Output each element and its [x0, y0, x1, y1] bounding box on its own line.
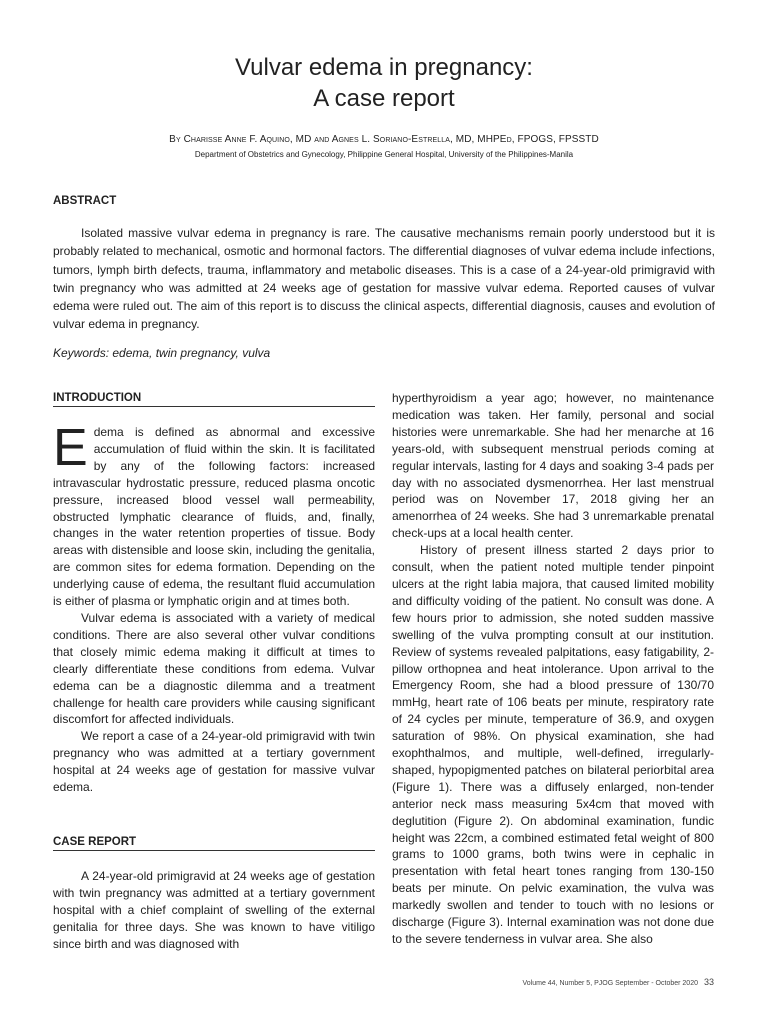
right-column: [392, 390, 714, 948]
intro-paragraph-3: We report a case of a 24-year-old primigravid with twin pregnancy who was admitted at a tertiary government hospital at 24 weeks age of gestation for massive vulvar edema.: [53, 729, 375, 795]
case-report-column: [53, 868, 375, 953]
keywords: Keywords: edema, twin pregnancy, vulva: [53, 346, 271, 360]
drop-cap: E: [53, 419, 88, 477]
article-title: [0, 52, 768, 114]
left-column: [53, 419, 375, 796]
authors: By Charisse Anne F. Aquino, MD and Agnes L. Soriano-Estrella, MD, MHPEd, FPOGS, FPSSTD: [169, 134, 599, 145]
case-paragraph-1: A 24-year-old primigravid at 24 weeks age of gestation with twin pregnancy was admitted at a tertiary government hospital with a chief complaint of swelling of the external genitalia for three days. She was known to have vitiligo since birth and was diagnosed with: [53, 869, 375, 951]
title-line-2: A case report: [313, 85, 455, 112]
right-paragraph-2: History of present illness started 2 days prior to consult, when the patient noted multiple tender pinpoint ulcers at the right labia majora, that caused limited mobility and difficulty voiding of the patient. No consult was done. A few hours prior to admission, she noted sudden massive swelling of the vulva prompting consult at our institution. Review of systems revealed palpitations, easy fatigability, 2-pillow orthopnea and heat intolerance. Upon arrival to the Emergency Room, she had a blood pressure of 130/70 mmHg, heart rate of 106 beats per minute, respiratory rate of 24 cycles per minute, temperature of 36.9, and oxygen saturation of 98%. On physical examination, she had exophthalmos, and multiple, well-defined, irregularly-shaped, hypopigmented patches on bilateral periorbital area (Figure 1). There was a diffusely enlarged, non-tender anterior neck mass measuring 5x4cm that moved with deglutition (Figure 2). On abdominal examination, fundic height was 22cm, a combined estimated fetal weight of 800 grams to 1000 grams, both twins were in cephalic in presentation with fetal heart tones ranging from 130-150 beats per minute. On pelvic examination, the vulva was markedly swollen and tender to touch with no lesions or discharge (Figure 3). Internal examination was not done due to the severe tenderness in vulvar area. She also: [392, 543, 714, 946]
case-report-heading: CASE REPORT: [53, 836, 375, 851]
introduction-heading: INTRODUCTION: [53, 392, 375, 407]
intro-paragraph-1-text: dema is defined as abnormal and excessive accumulation of fluid within the skin. It is facilitated by any of the following factors: increased intravascular hydrostatic pressure, reduced plasma oncotic pressure, increased blood vessel wall permeability, obstructed lymphatic clearance of fluids, and, finally, changes in the water retention properties of tissue. Body areas with distensible and loose skin, including the genitalia, are common sites for edema formation. Depending on the underlying cause of edema, the resultant fluid accumulation is either of plasma or lymphatic origin and at times both.: [53, 425, 375, 609]
intro-paragraph-1: [53, 419, 375, 610]
title-line-1: Vulvar edema in pregnancy:: [235, 54, 533, 81]
page-footer: [523, 977, 715, 987]
abstract-text: Isolated massive vulvar edema in pregnancy is rare. The causative mechanisms remain poorly understood but it is probably related to mechanical, osmotic and hormonal factors. The differential diagnoses of vulvar edema include infections, tumors, lymph birth defects, trauma, inflammatory and metabolic diseases. This is a case of a 24-year-old primigravid with twin pregnancy who was admitted at 24 weeks age of gestation for massive vulvar edema. Reported causes of vulvar edema were ruled out. The aim of this report is to discuss the clinical aspects, differential diagnosis, causes and evolution of vulvar edema in pregnancy.: [53, 226, 715, 332]
journal-info: Volume 44, Number 5, PJOG September - October 2020: [522, 980, 698, 987]
right-paragraph-1: hyperthyroidism a year ago; however, no maintenance medication was taken. Her family, personal and social histories were unremarkable. She had her menarche at 16 years-old, with subsequent menstrual periods coming at regular intervals, lasting for 4 days and soaking 3-4 pads per day with no associated dysmenorrhea. Her last menstrual period was on November 17, 2018 giving her an amenorrhea of 24 weeks. She had 3 unremarkable prenatal check-ups at a local health center.: [392, 391, 714, 541]
affiliation: Department of Obstetrics and Gynecology, Philippine General Hospital, University of the Philippines-Manila: [194, 150, 574, 159]
page-number: 33: [703, 977, 714, 987]
intro-paragraph-2: Vulvar edema is associated with a variety of medical conditions. There are also several other vulvar conditions that closely mimic edema making it difficult at times to clearly differentiate these conditions from edema. Vulvar edema can be a diagnostic dilemma and a treatment challenge for health care providers while causing significant discomfort for affected individuals.: [53, 610, 375, 727]
abstract-heading: ABSTRACT: [53, 195, 117, 207]
